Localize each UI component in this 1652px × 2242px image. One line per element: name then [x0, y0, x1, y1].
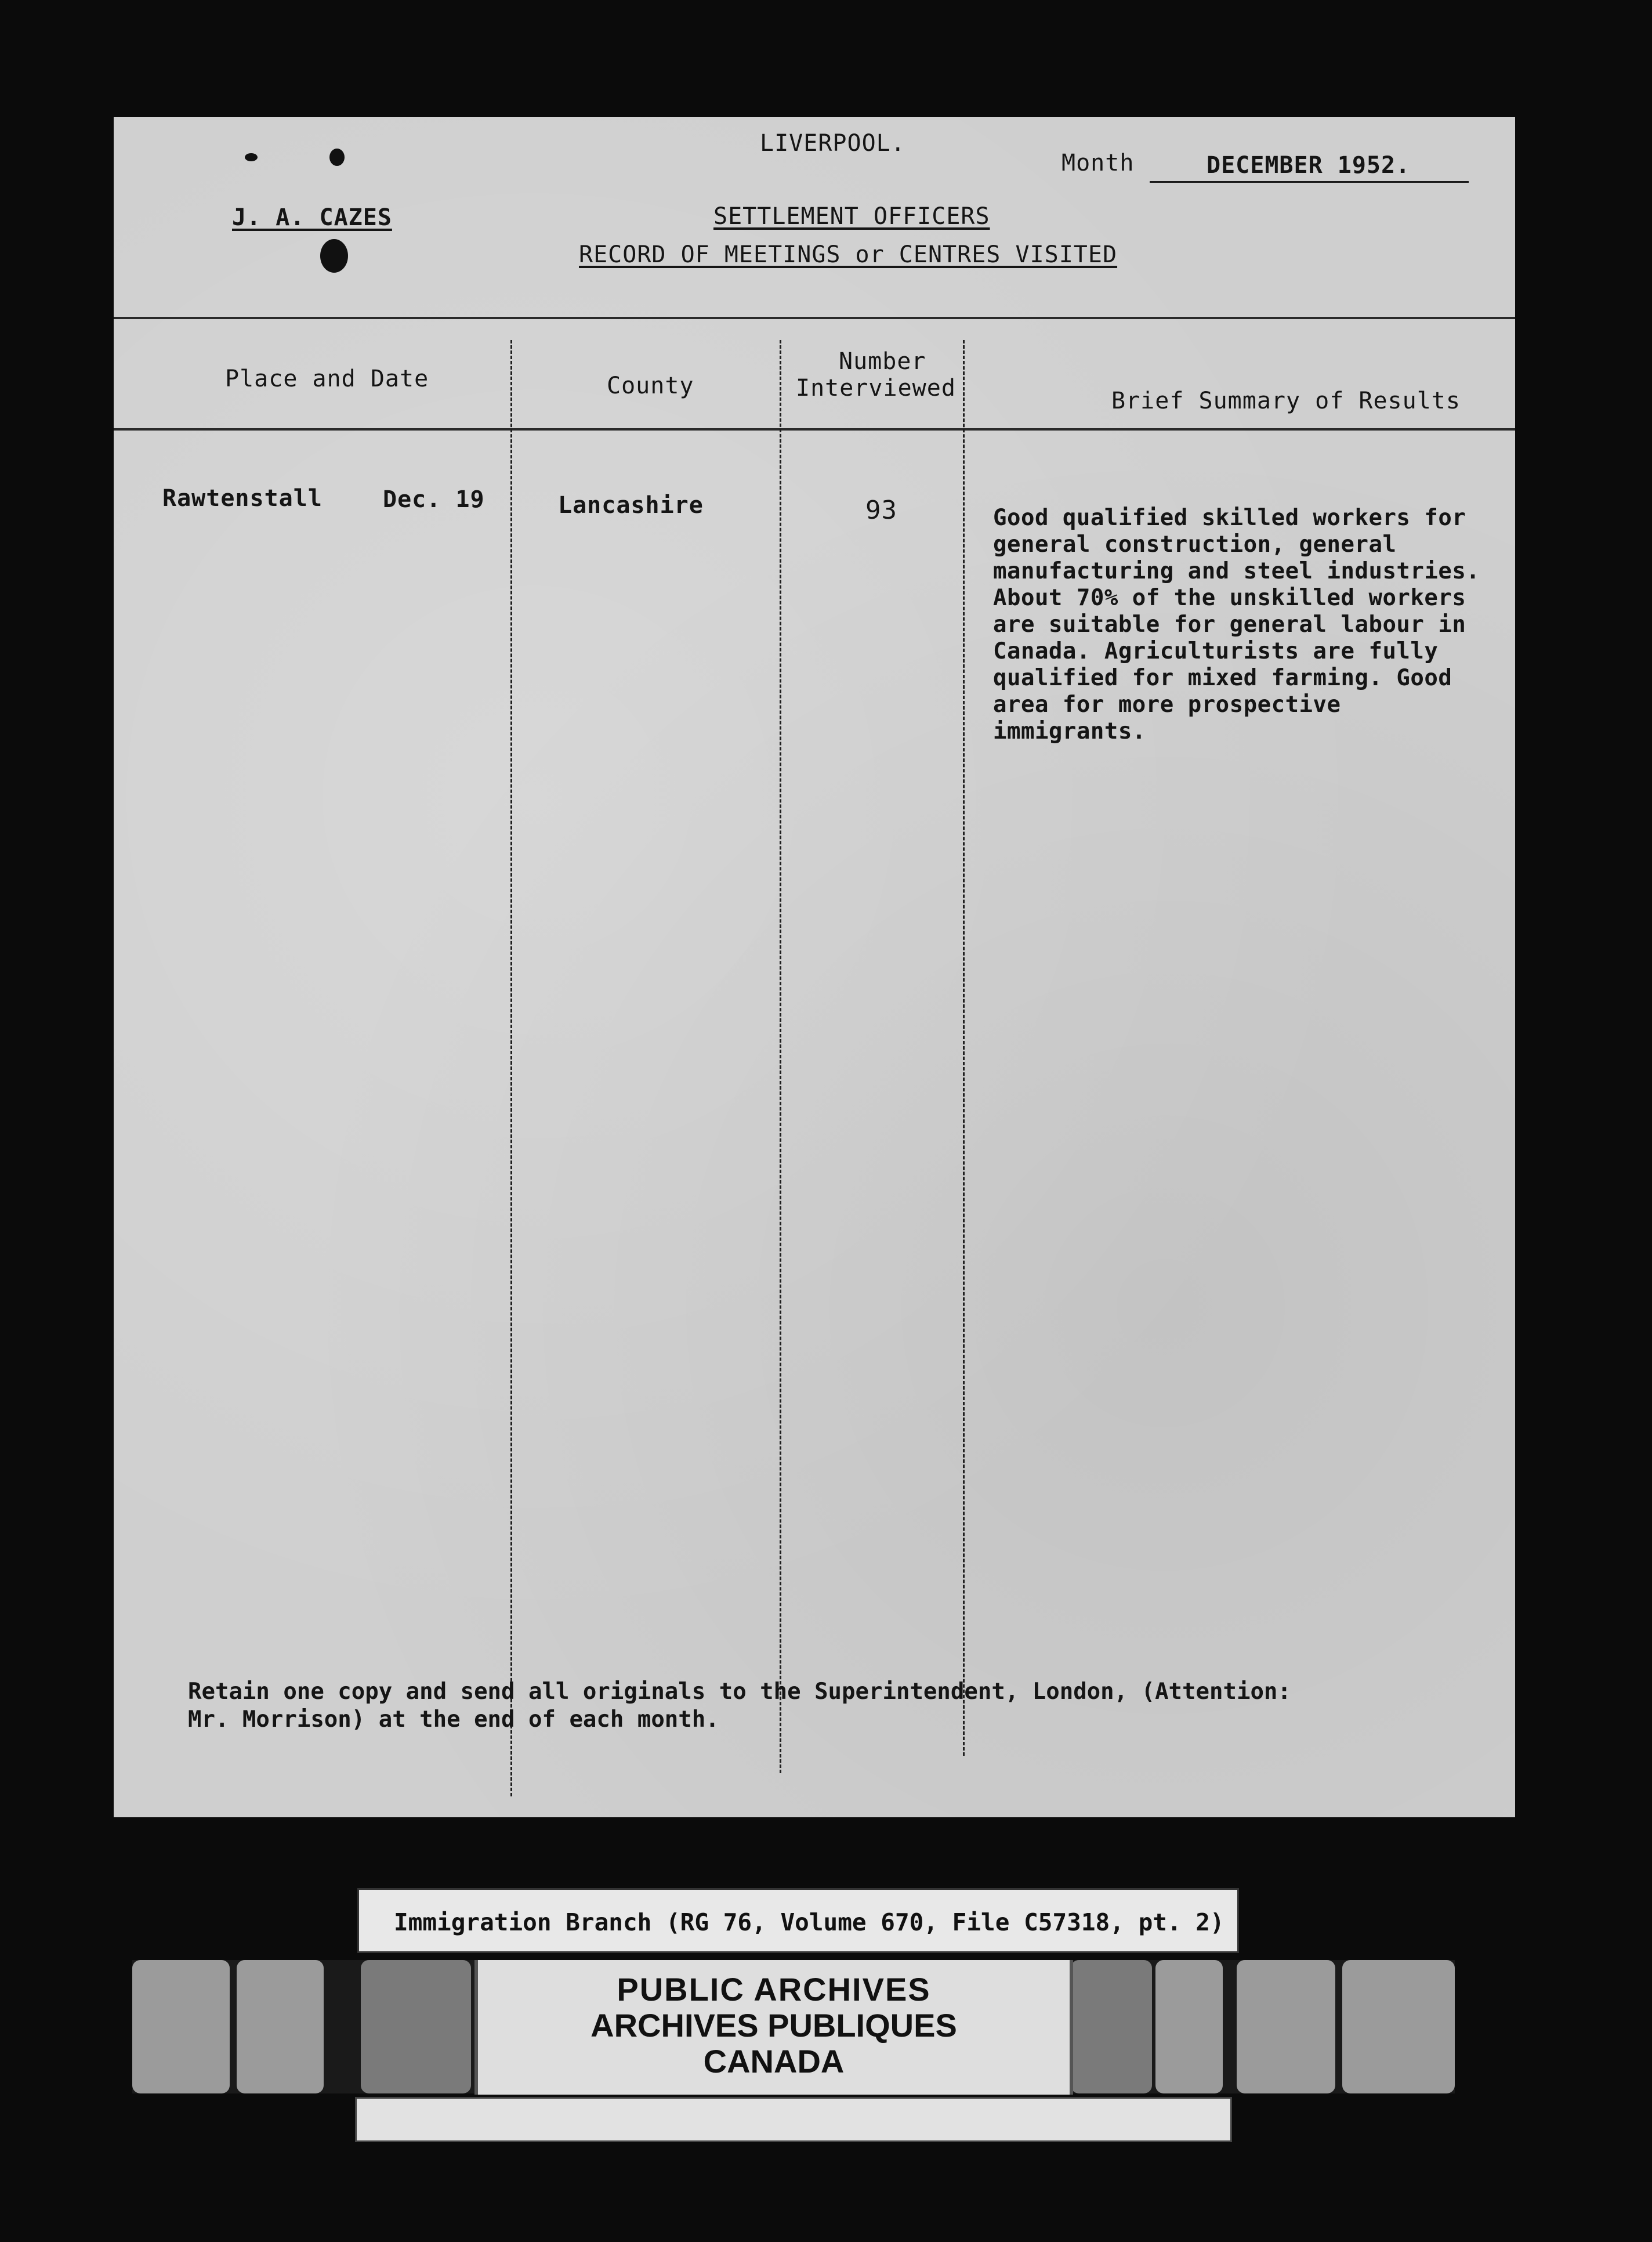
film-tab — [361, 1960, 471, 2093]
film-tab — [237, 1960, 324, 2093]
month-underline — [1150, 181, 1469, 183]
archives-stamp — [474, 1960, 1073, 2095]
ink-smudge — [329, 149, 345, 166]
stamp-line-1: PUBLIC ARCHIVES — [617, 1971, 931, 2008]
form-subtitle: RECORD OF MEETINGS or CENTRES VISITED — [579, 241, 1118, 268]
bottom-label-strip — [355, 2097, 1232, 2142]
film-tab — [1237, 1960, 1335, 2093]
row-place: Rawtenstall — [162, 485, 323, 512]
column-header-interviewed: Interviewed — [796, 375, 956, 402]
column-header-number: Number — [839, 348, 926, 375]
row-county: Lancashire — [558, 492, 704, 519]
ink-blot — [320, 239, 348, 273]
ink-smudge — [245, 153, 258, 161]
month-label: Month — [1062, 150, 1135, 176]
stamp-line-3: CANADA — [703, 2043, 845, 2080]
column-header-county: County — [607, 373, 694, 399]
footer-instructions: Retain one copy and send all originals to the Superintendent, London, (Attention: Mr. Morrison) at the end of each month. — [188, 1679, 1291, 1733]
city-name: LIVERPOOL. — [760, 130, 905, 157]
row-summary: Good qualified skilled workers for general construction, general manufacturing and steel industries. About 70% of the unskilled workers are suitable for general labour in Canada. Agriculturists are fully qualified for mixed farming. Good area for more prospective immigrants. — [993, 505, 1480, 744]
film-tab — [1155, 1960, 1223, 2093]
column-divider — [963, 340, 965, 1756]
archive-caption: Immigration Branch (RG 76, Volume 670, File C57318, pt. 2) — [357, 1888, 1239, 1953]
header-bottom-rule — [114, 428, 1515, 431]
stamp-line-2: ARCHIVES PUBLIQUES — [590, 2007, 957, 2044]
officer-name: J. A. CAZES — [232, 204, 392, 231]
table-top-rule — [114, 317, 1515, 319]
document-sheet — [114, 117, 1515, 1817]
column-divider — [510, 340, 512, 1796]
film-tab — [1342, 1960, 1455, 2093]
column-header-summary: Brief Summary of Results — [1111, 388, 1461, 414]
column-divider — [780, 340, 781, 1773]
film-tab — [1071, 1960, 1152, 2093]
column-header-place-date: Place and Date — [225, 366, 429, 392]
row-number: 93 — [865, 496, 897, 525]
month-value: DECEMBER 1952. — [1207, 152, 1411, 179]
form-title: SETTLEMENT OFFICERS — [713, 203, 990, 230]
film-tab — [132, 1960, 230, 2093]
row-date: Dec. 19 — [383, 486, 485, 513]
